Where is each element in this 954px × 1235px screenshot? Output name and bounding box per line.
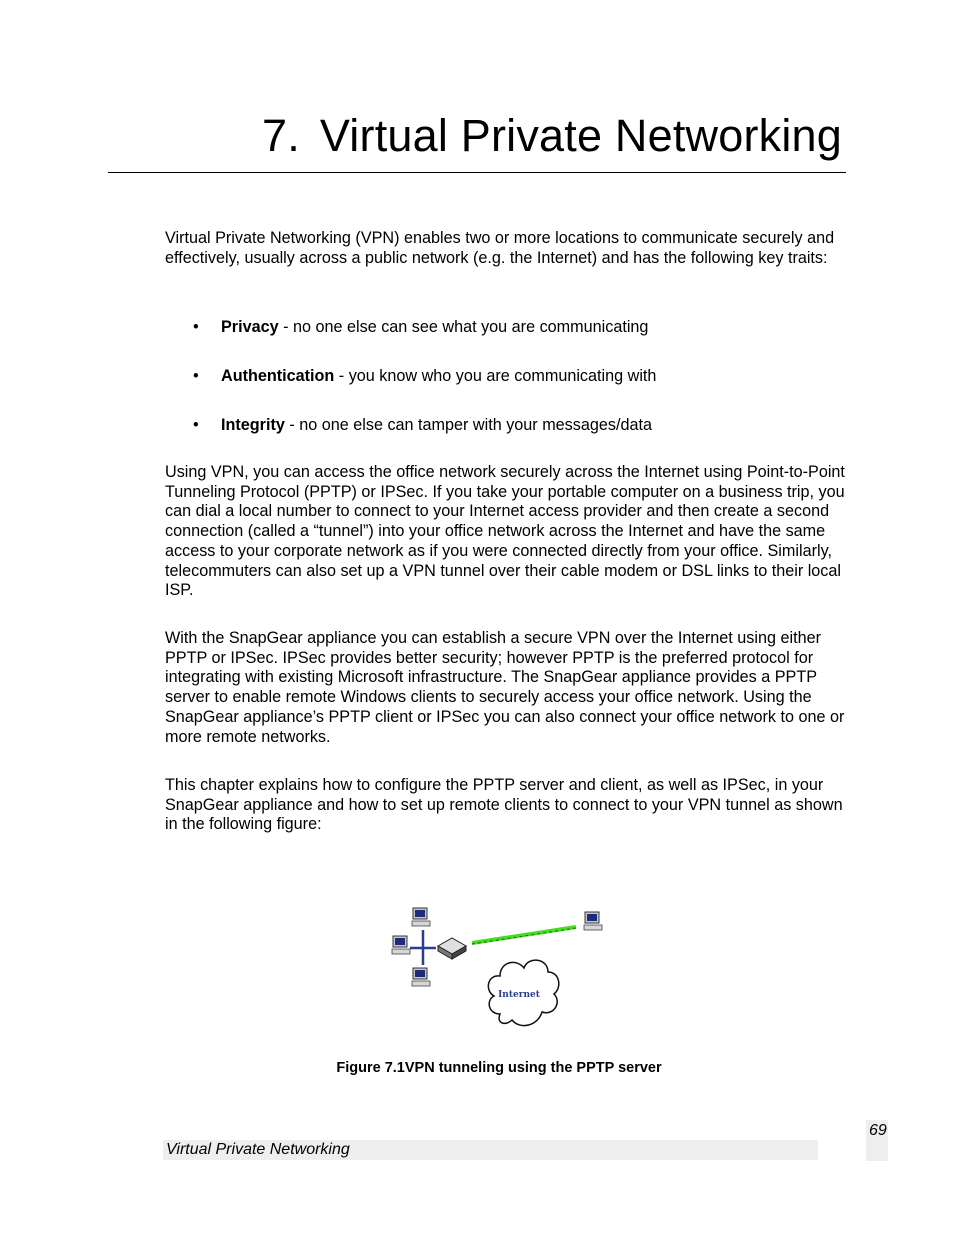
page-number-box (866, 1120, 888, 1161)
bullet-dot: • (193, 367, 199, 385)
bullet-dot: • (193, 318, 199, 336)
bullet-desc: - no one else can tamper with your messages/data (284, 416, 652, 434)
bullet-desc: - no one else can see what you are communicating (278, 318, 649, 336)
bullet-term: Privacy (221, 318, 279, 336)
vpn-tunnel-line (472, 927, 576, 943)
title-rule (108, 172, 846, 173)
internet-cloud-label: Internet (498, 990, 540, 1000)
chapter-title-text: Virtual Private Networking (319, 110, 842, 161)
bullet-dot: • (193, 416, 199, 434)
chapter-explains-paragraph: This chapter explains how to configure the PPTP server and client, as well as IPSec, in your SnapGear appliance and how to set up remote clients to connect to your VPN tunnel as shown in the following figure: (165, 776, 843, 834)
footer-section-title: Virtual Private Networking (166, 1141, 350, 1158)
router-icon (438, 938, 466, 959)
computer-icon (412, 968, 430, 986)
chapter-title (262, 110, 842, 162)
vpn-figure (388, 902, 610, 1034)
footer-bar (163, 1140, 818, 1160)
lan-lines (410, 930, 436, 965)
bullet-term: Authentication (221, 367, 335, 385)
chapter-number: 7. (261, 110, 300, 161)
page-number: 69 (869, 1122, 887, 1139)
computer-icon (412, 908, 430, 926)
computer-icon (584, 912, 602, 930)
computer-icon (392, 936, 410, 954)
snapgear-paragraph: With the SnapGear appliance you can establish a secure VPN over the Internet using either PPTP or IPSec. IPSec provides better security; however PPTP is the preferred protocol for integrating with existing Microsoft infrastructure. The SnapGear appliance provides a PPTP server to enable remote Windows clients to securely access your office network. Using the SnapGear appliance’s PPTP client or IPSec you can also connect your office network to one or more remote networks. (165, 629, 845, 746)
figure-caption: Figure 7.1VPN tunneling using the PPTP server (336, 1060, 662, 1076)
bullet-term: Integrity (221, 416, 285, 434)
bullet-desc: - you know who you are communicating with (334, 367, 657, 385)
intro-paragraph: Virtual Private Networking (VPN) enables two or more locations to communicate securely and effectively, usually across a public network (e.g. the Internet) and has the following key traits: (165, 229, 835, 267)
using-vpn-paragraph: Using VPN, you can access the office network securely across the Internet using Point-to-Point Tunneling Protocol (PPTP) or IPSec. If you take your portable computer on a business trip, you can dial a local number to connect to your Internet access provider and then create a second connection (called a “tunnel”) into your office network across the Internet and have the same access to your corporate network as if you were connected directly from your office. Similarly, telecommuters can also set up a VPN tunnel over their cable modem or DSL links to their local ISP. (165, 463, 845, 600)
